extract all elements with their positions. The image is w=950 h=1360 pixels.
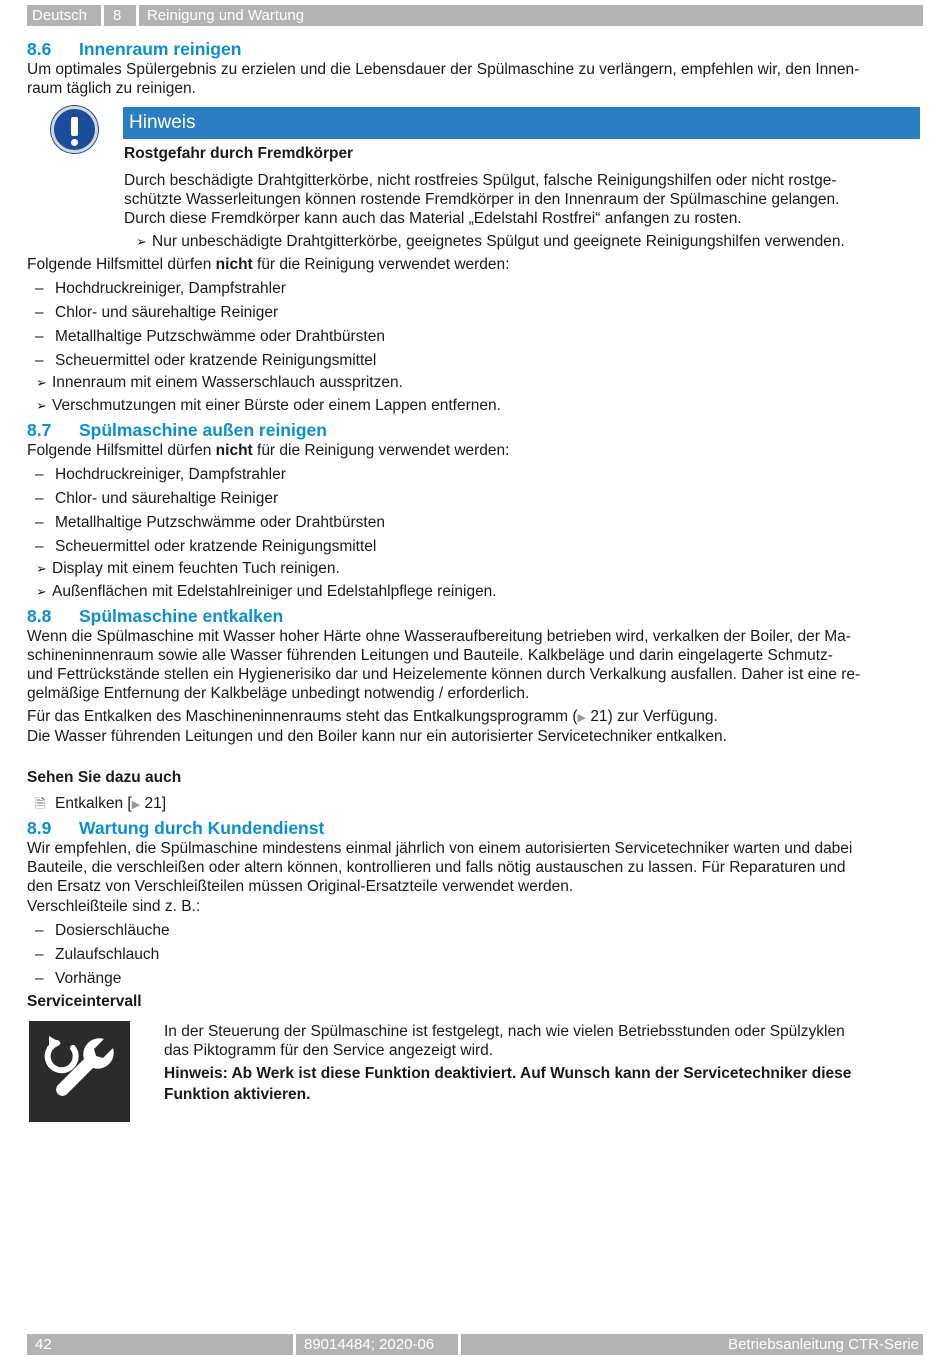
see-also-link[interactable]: 🗎 Entkalken [▶ 21] [35, 795, 167, 812]
paragraph: den Ersatz von Verschleißteilen müssen Original-Ersatzteile verwendet werden. [27, 878, 574, 895]
footer-page-number: 42 [27, 1334, 293, 1355]
notice-text: Durch diese Fremdkörper kann auch das Material „Edelstahl Rostfrei“ anfangen zu rosten. [124, 210, 742, 227]
list-item: – Chlor- und säurehaltige Reiniger [35, 490, 279, 507]
paragraph: Bauteile, die verschleißen oder altern können, kontrollieren und falls nötig austauschen zu lassen. Für Reparaturen und [27, 859, 846, 876]
action-step: ➢ Außenflächen mit Edelstahlreiniger und Edelstahlpflege reinigen. [36, 583, 497, 600]
wrench-service-icon [29, 1021, 130, 1122]
paragraph: Die Wasser führenden Leitungen und den Boiler kann nur ein autorisierter Servicetechniker entkalken. [27, 728, 727, 745]
paragraph: Für das Entkalken des Maschineninnenraums steht das Entkalkungsprogramm (▶ 21) zur Verfügung. [27, 708, 718, 725]
reference-arrow-icon: ▶ [131, 799, 141, 811]
paragraph: Wir empfehlen, die Spülmaschine mindestens einmal jährlich von einem autorisierten Servicetechniker warten und dabei [27, 840, 853, 857]
header-language: Deutsch [27, 5, 101, 26]
paragraph: Wenn die Spülmaschine mit Wasser hoher Härte ohne Wasseraufbereitung betrieben wird, verkalken der Boiler, der Ma- [27, 628, 851, 645]
notice-action: ➢ Nur unbeschädigte Drahtgitterkörbe, geeignetes Spülgut und geeignete Reinigungshilfen verwenden. [136, 233, 845, 250]
interval-note: Hinweis: Ab Werk ist diese Funktion deaktiviert. Auf Wunsch kann der Servicetechniker diese [164, 1065, 852, 1082]
see-also-label: Sehen Sie dazu auch [27, 769, 182, 786]
list-item: – Zulaufschlauch [35, 946, 160, 963]
arrow-icon: ➢ [136, 234, 147, 249]
notice-text: Durch beschädigte Drahtgitterkörbe, nicht rostfreies Spülgut, falsche Reinigungshilfen oder nicht rostge- [124, 172, 837, 189]
action-step: ➢ Verschmutzungen mit einer Bürste oder einem Lappen entfernen. [36, 397, 501, 414]
section-heading-8-6: 8.6 Innenraum reinigen [27, 39, 242, 59]
paragraph: und Fettrückstände stellen ein Hygienerisiko dar und Heizelemente können durch Verkalkung ausfallen. Daher ist eine re- [27, 666, 861, 683]
list-intro: Folgende Hilfsmittel dürfen nicht für die Reinigung verwendet werden: [27, 256, 510, 273]
list-item: – Hochdruckreiniger, Dampfstrahler [35, 466, 286, 483]
notice-label: Hinweis [123, 107, 920, 139]
section-heading-8-8: 8.8 Spülmaschine entkalken [27, 606, 284, 626]
interval-note: Funktion aktivieren. [164, 1086, 311, 1103]
list-item: – Scheuermittel oder kratzende Reinigungsmittel [35, 352, 377, 369]
header-chapter-title: Reinigung und Wartung [139, 5, 923, 26]
footer-doc-title: Betriebsanleitung CTR-Serie [461, 1334, 923, 1355]
paragraph: Um optimales Spülergebnis zu erzielen und die Lebensdauer der Spülmaschine zu verlängern, empfehlen wir, den Innen- [27, 61, 860, 78]
interval-text: das Piktogramm für den Service angezeigt wird. [164, 1042, 494, 1059]
list-item: – Hochdruckreiniger, Dampfstrahler [35, 280, 286, 297]
list-intro: Folgende Hilfsmittel dürfen nicht für die Reinigung verwendet werden: [27, 442, 510, 459]
section-heading-8-7: 8.7 Spülmaschine außen reinigen [27, 420, 327, 440]
list-item: – Dosierschläuche [35, 922, 170, 939]
document-icon: 🗎 [35, 796, 46, 811]
arrow-icon: ➢ [36, 584, 47, 599]
paragraph: schineninnenraum sowie alle Wasser führenden Leitungen und Bauteile. Kalkbeläge und darin eingelagerte Schmutz- [27, 647, 833, 664]
paragraph: raum täglich zu reinigen. [27, 80, 196, 97]
notice-text: schützte Wasserleitungen können rostende Fremdkörper in den Innenraum der Spülmaschine gelangen. [124, 191, 840, 208]
interval-heading: Serviceintervall [27, 993, 142, 1010]
list-item: – Metallhaltige Putzschwämme oder Drahtbürsten [35, 328, 385, 345]
list-item: – Chlor- und säurehaltige Reiniger [35, 304, 279, 321]
footer-doc-id: 89014484; 2020-06 [296, 1334, 458, 1355]
interval-text: In der Steuerung der Spülmaschine ist festgelegt, nach wie vielen Betriebsstunden oder Spülzyklen [164, 1023, 845, 1040]
arrow-icon: ➢ [36, 375, 47, 390]
page-reference-link[interactable]: 21 [590, 708, 608, 725]
list-item: – Metallhaltige Putzschwämme oder Drahtbürsten [35, 514, 385, 531]
list-item: – Vorhänge [35, 970, 122, 987]
paragraph: Verschleißteile sind z. B.: [27, 898, 201, 915]
exclamation-icon [51, 106, 98, 153]
header-chapter-number: 8 [104, 5, 136, 26]
paragraph: gelmäßige Entfernung der Kalkbeläge unbedingt notwendig / erforderlich. [27, 685, 530, 702]
arrow-icon: ➢ [36, 398, 47, 413]
reference-arrow-icon: ▶ [577, 712, 586, 724]
action-step: ➢ Innenraum mit einem Wasserschlauch ausspritzen. [36, 374, 403, 391]
section-heading-8-9: 8.9 Wartung durch Kundendienst [27, 818, 325, 838]
action-step: ➢ Display mit einem feuchten Tuch reinigen. [36, 560, 340, 577]
notice-heading: Rostgefahr durch Fremdkörper [124, 145, 354, 162]
list-item: – Scheuermittel oder kratzende Reinigungsmittel [35, 538, 377, 555]
arrow-icon: ➢ [36, 561, 47, 576]
